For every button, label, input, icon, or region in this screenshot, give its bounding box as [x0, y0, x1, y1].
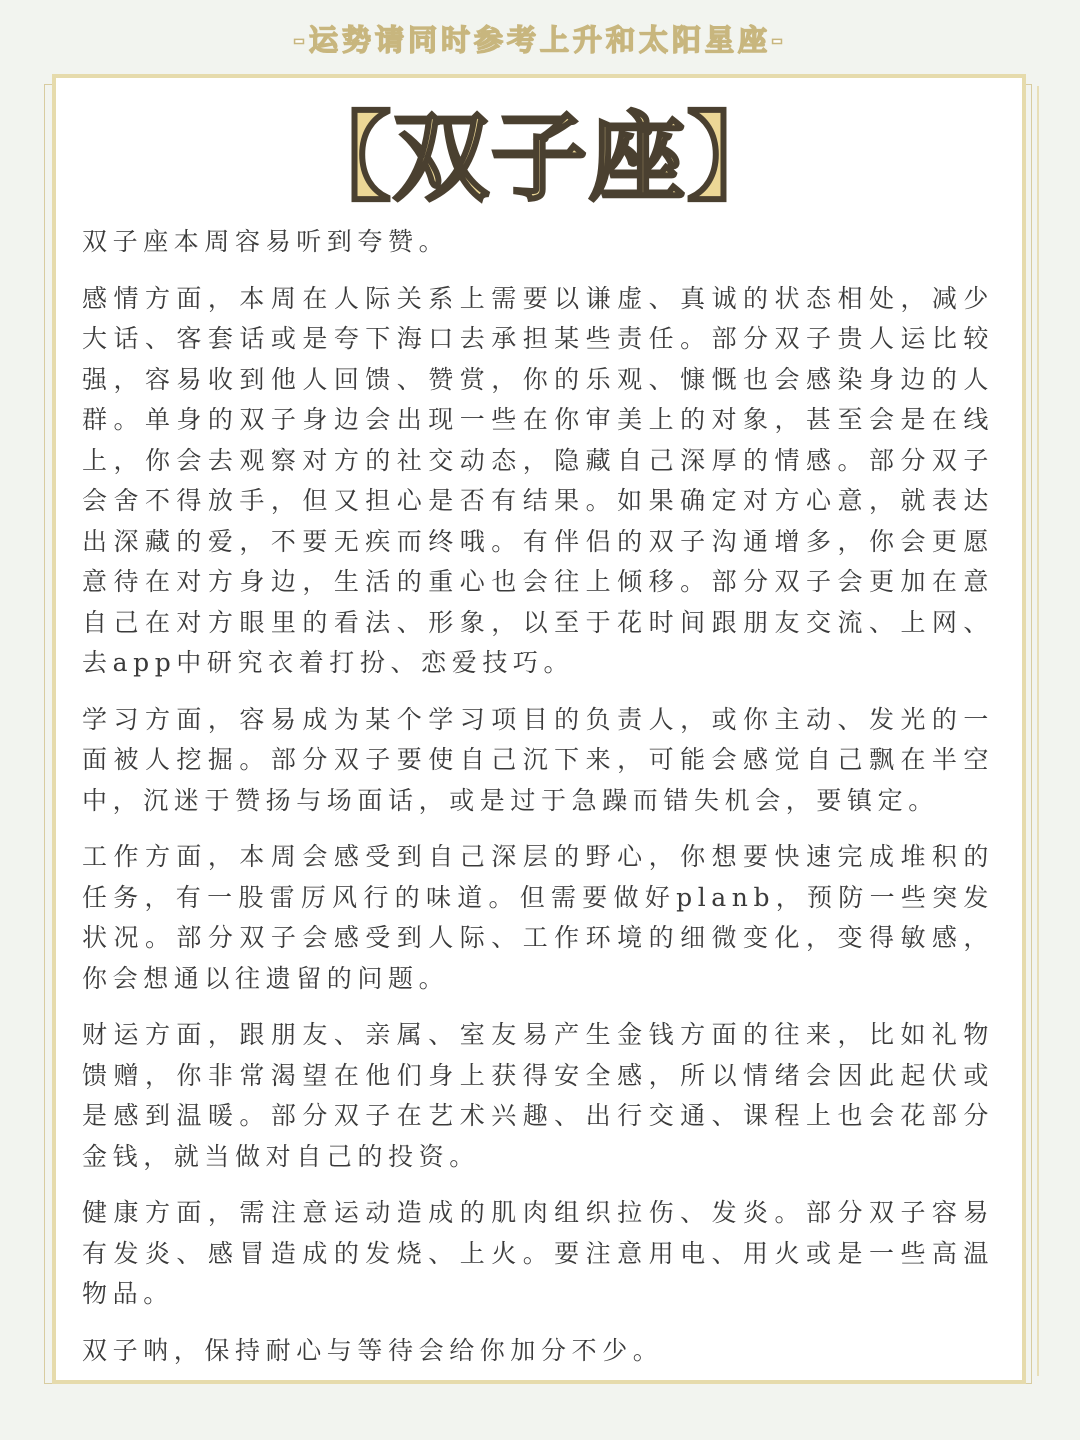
- health-paragraph: 健康方面，需注意运动造成的肌肉组织拉伤、发炎。部分双子容易有发炎、感冒造成的发烧、上火。要注意用电、用火或是一些高温物品。: [82, 1198, 994, 1308]
- frame-accent-line: [1037, 86, 1039, 1376]
- horoscope-note: -运势请同时参考上升和太阳星座-: [292, 23, 788, 57]
- intro-paragraph: 双子座本周容易听到夸赞。: [82, 227, 450, 256]
- work-paragraph: 工作方面，本周会感受到自己深层的野心，你想要快速完成堆积的任务，有一股雷厉风行的味道。但需要做好planb，预防一些突发状况。部分双子会感受到人际、工作环境的细微变化，变得敏感，你会想通以往遗留的问题。: [82, 842, 994, 993]
- page-title: 【双子座】: [295, 102, 785, 214]
- closing-paragraph: 双子呐，保持耐心与等待会给你加分不少。: [82, 1335, 664, 1365]
- love-paragraph: 感情方面，本周在人际关系上需要以谦虚、真诚的状态相处，减少大话、客套话或是夸下海口去承担某些责任。部分双子贵人运比较强，容易收到他人回馈、赞赏，你的乐观、慷慨也会感染身边的人群。单身的双子身边会出现一些在你审美上的对象，甚至会是在线上，你会去观察对方的社交动态，隐藏自己深厚的情感。部分双子会舍不得放手，但又担心是否有结果。如果确定对方心意，就表达出深藏的爱，不要无疾而终哦。有伴侣的双子沟通增多，你会更愿意待在对方身边，生活的重心也会往上倾移。部分双子会更加在意自己在对方眼里的看法、形象，以至于花时间跟朋友交流、上网、去app中研究衣着打扮、恋爱技巧。: [82, 283, 994, 677]
- wealth-paragraph: 财运方面，跟朋友、亲属、室友易产生金钱方面的往来，比如礼物馈赠，你非常渴望在他们身上获得安全感，所以情绪会因此起伏或是感到温暖。部分双子在艺术兴趣、出行交通、课程上也会花部分金钱，就当做对自己的投资。: [82, 1020, 994, 1171]
- study-paragraph: 学习方面，容易成为某个学习项目的负责人，或你主动、发光的一面被人挖掘。部分双子要使自己沉下来，可能会感觉自己飘在半空中，沉迷于赞扬与场面话，或是过于急躁而错失机会，要镇定。: [82, 704, 994, 815]
- horoscope-body: [82, 222, 994, 1387]
